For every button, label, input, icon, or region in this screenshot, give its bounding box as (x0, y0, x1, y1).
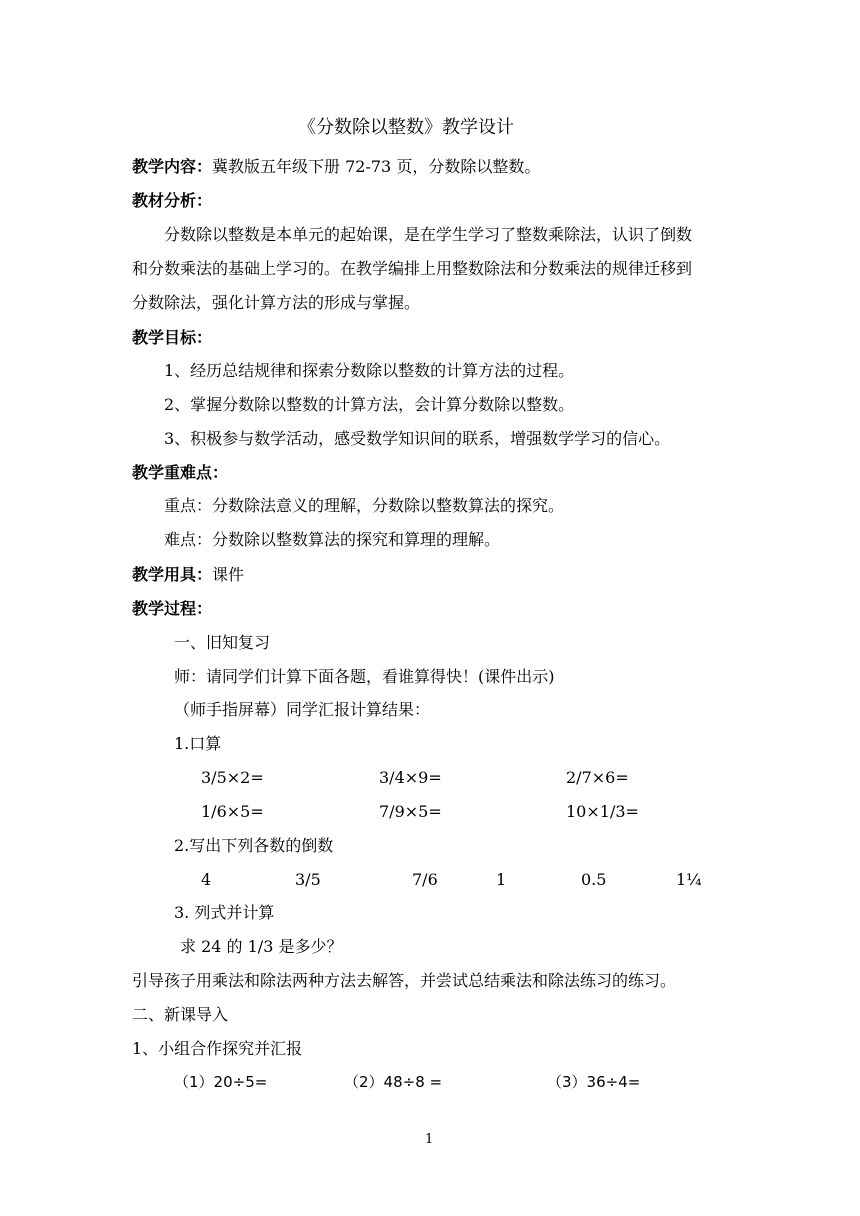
goal-item-2: 2、掌握分数除以整数的计算方法，会计算分数除以整数。 (164, 395, 575, 414)
goal-item-1: 1、经历总结规律和探索分数除以整数的计算方法的过程。 (164, 361, 575, 380)
group-problem: （3）36÷4= (547, 1073, 641, 1091)
new-lesson-heading: 二、新课导入 (132, 1005, 229, 1024)
oral-expression: 1/6×5= (201, 802, 264, 821)
analysis-line-3: 分数除法，强化计算方法的形成与掌握。 (132, 293, 421, 312)
key-point-difficulty: 难点：分数除以整数算法的探究和算理的理解。 (164, 530, 501, 549)
process-label: 教学过程： (132, 599, 213, 618)
oral-expression: 2/7×6= (566, 768, 629, 787)
document-title: 《分数除以整数》教学设计 (298, 117, 514, 138)
reciprocal-number: 1 (496, 870, 507, 889)
goal-item-3: 3、积极参与数学活动，感受数学知识间的联系，增强数学学习的信心。 (164, 429, 671, 448)
oral-expression: 3/4×9= (379, 768, 442, 787)
page-number: 1 (425, 1132, 434, 1147)
reciprocal-number: 7/6 (412, 870, 438, 889)
teaching-tools-label: 教学用具： (132, 565, 213, 584)
analysis-label: 教材分析： (132, 191, 213, 210)
teaching-tools-text: 课件 (212, 565, 245, 584)
group-heading: 1、小组合作探究并汇报 (132, 1039, 303, 1058)
group-problem: （2）48÷8 = (344, 1073, 443, 1091)
equation-heading: 3. 列式并计算 (174, 903, 275, 922)
reciprocal-number: 1¼ (676, 870, 702, 889)
analysis-line-2: 和分数乘法的基础上学习的。在教学编排上用整数除法和分数乘法的规律迁移到 (132, 259, 693, 278)
reciprocal-number: 4 (201, 870, 212, 889)
key-points-label: 教学重难点： (132, 463, 229, 482)
oral-expression: 10×1/3= (566, 802, 639, 821)
report-line: （师手指屏幕）同学汇报计算结果： (174, 700, 431, 719)
teacher-line: 师：请同学们计算下面各题，看谁算得快！(课件出示) (174, 667, 555, 686)
oral-expression: 3/5×2= (201, 768, 264, 787)
review-heading: 一、旧知复习 (174, 633, 271, 652)
guide-line: 引导孩子用乘法和除法两种方法去解答，并尝试总结乘法和除法练习的练习。 (132, 971, 677, 990)
goals-label: 教学目标： (132, 328, 213, 347)
teaching-content (132, 157, 540, 177)
reciprocal-number: 3/5 (295, 870, 321, 889)
key-point-focus: 重点：分数除法意义的理解，分数除以整数算法的探究。 (164, 496, 565, 515)
teaching-content-label: 教学内容： (132, 157, 213, 176)
reciprocal-number: 0.5 (581, 870, 607, 889)
group-problem: （1）20÷5= (174, 1073, 268, 1091)
oral-expression: 7/9×5= (379, 802, 442, 821)
reciprocal-heading: 2.写出下列各数的倒数 (174, 836, 334, 855)
teaching-content-text: 冀教版五年级下册 72-73 页，分数除以整数。 (212, 157, 541, 176)
equation-question: 求 24 的 1/3 是多少？ (180, 937, 343, 956)
teaching-tools (132, 565, 244, 585)
analysis-line-1: 分数除以整数是本单元的起始课，是在学生学习了整数乘除法，认识了倒数 (164, 225, 693, 244)
oral-heading: 1.口算 (174, 734, 222, 753)
